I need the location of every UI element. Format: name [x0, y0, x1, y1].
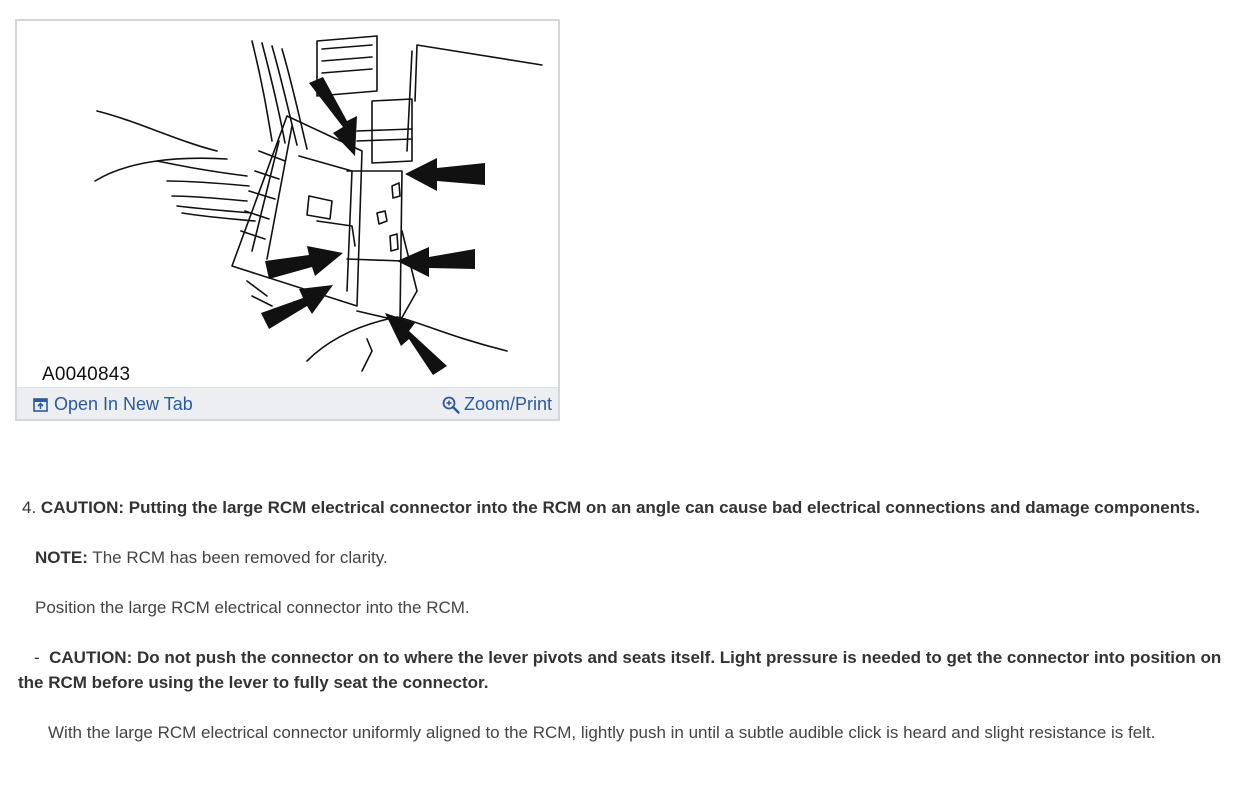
rcm-connector-illustration [17, 21, 558, 387]
zoom-print-label: Zoom/Print [463, 394, 552, 414]
figure-toolbar [17, 387, 558, 419]
sub-step-dash: - [34, 648, 40, 667]
step-4-note [35, 545, 1235, 570]
sub-step-caution-text: CAUTION: Do not push the connector on to where the lever pivots and seats itself. Light pressure is needed to get the connector into position on the RCM before using the lever to fully seat the connector. [18, 648, 1222, 692]
open-in-new-tab-link[interactable] [33, 394, 193, 415]
note-label: NOTE: [35, 548, 88, 567]
caution-title: CAUTION: Putting the large RCM electrical connector into the RCM on an angle can cause bad electrical connections and damage components. [40, 498, 1200, 517]
sub-step-instruction: With the large RCM electrical connector uniformly aligned to the RCM, lightly push in until a subtle audible click is heard and slight resistance is felt. [48, 723, 1156, 742]
note-text: The RCM has been removed for clarity. [87, 548, 388, 567]
step-4-instruction: Position the large RCM electrical connector into the RCM. [35, 598, 470, 617]
step-number: 4. [22, 498, 37, 517]
open-in-new-tab-label: Open In New Tab [54, 394, 193, 414]
open-new-tab-icon [33, 398, 48, 412]
zoom-icon [442, 396, 460, 414]
figure-id-label: A0040843 [42, 364, 131, 385]
sub-step-caution [18, 645, 1233, 695]
zoom-print-link[interactable] [442, 394, 552, 415]
step-4-caution [22, 495, 1232, 520]
figure-panel [15, 19, 560, 421]
